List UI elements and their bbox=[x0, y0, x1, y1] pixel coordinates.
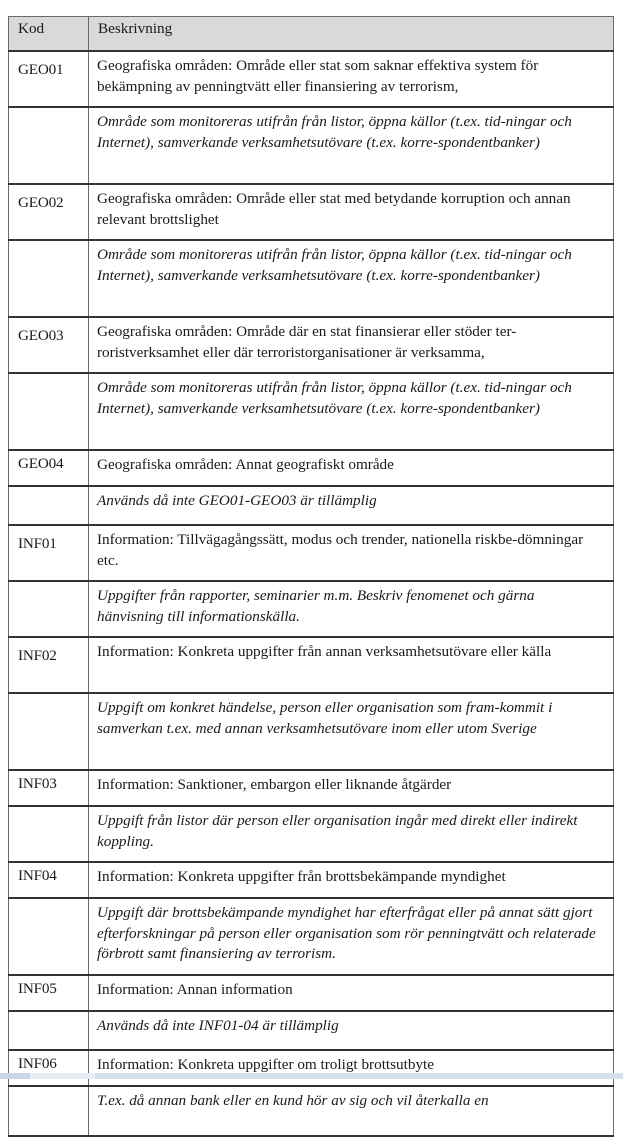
row-description: Geografiska områden: Område där en stat finansierar eller stöder ter-roristverksamhet eller där terroristorganisationer är verksamma, bbox=[89, 317, 614, 373]
row-note: Område som monitoreras utifrån från listor, öppna källor (t.ex. tid-ningar och Internet), samverkande verksamhetsutövare (t.ex. korre-spondentbanker) bbox=[89, 373, 614, 450]
table-row bbox=[9, 975, 614, 1011]
row-note: Uppgift om konkret händelse, person eller organisation som fram-kommit i samverkan t.ex. med annan verksamhetsutövare inom eller utom Sverige bbox=[89, 693, 614, 770]
row-description: Information: Tillvägagångssätt, modus och trender, nationella riskbe-dömningar etc. bbox=[89, 525, 614, 581]
code-description-table bbox=[8, 16, 614, 1137]
table-note-row bbox=[9, 1086, 614, 1136]
row-description: Geografiska områden: Annat geografiskt område bbox=[89, 450, 614, 486]
row-description: Information: Annan information bbox=[89, 975, 614, 1011]
table-row bbox=[9, 862, 614, 898]
empty-code-cell bbox=[9, 486, 89, 525]
table-row bbox=[9, 637, 614, 693]
table-note-row bbox=[9, 806, 614, 862]
header-code: Kod bbox=[9, 17, 89, 52]
empty-code-cell bbox=[9, 1086, 89, 1136]
empty-code-cell bbox=[9, 581, 89, 637]
row-note: Används då inte GEO01-GEO03 är tillämplig bbox=[89, 486, 614, 525]
table-note-row bbox=[9, 373, 614, 450]
empty-code-cell bbox=[9, 693, 89, 770]
row-note: Uppgifter från rapporter, seminarier m.m. Beskriv fenomenet och gärna hänvisning till informationskälla. bbox=[89, 581, 614, 637]
empty-code-cell bbox=[9, 107, 89, 184]
row-note: Används då inte INF01-04 är tillämplig bbox=[89, 1011, 614, 1050]
table-row bbox=[9, 450, 614, 486]
empty-code-cell bbox=[9, 898, 89, 975]
table-row bbox=[9, 525, 614, 581]
table-note-row bbox=[9, 240, 614, 317]
table-row bbox=[9, 51, 614, 107]
row-code: INF05 bbox=[9, 975, 89, 1011]
table-note-row bbox=[9, 1011, 614, 1050]
row-note: Område som monitoreras utifrån från listor, öppna källor (t.ex. tid-ningar och Internet), samverkande verksamhetsutövare (t.ex. korre-spondentbanker) bbox=[89, 240, 614, 317]
row-code: INF04 bbox=[9, 862, 89, 898]
empty-code-cell bbox=[9, 240, 89, 317]
row-code: INF02 bbox=[9, 637, 89, 693]
window-bottom-strip bbox=[0, 1073, 623, 1079]
row-description: Geografiska områden: Område eller stat som saknar effektiva system för bekämpning av penningtvätt eller finansiering av terrorism, bbox=[89, 51, 614, 107]
table-row bbox=[9, 770, 614, 806]
empty-code-cell bbox=[9, 806, 89, 862]
row-description: Information: Konkreta uppgifter från brottsbekämpande myndighet bbox=[89, 862, 614, 898]
row-code: GEO04 bbox=[9, 450, 89, 486]
table-header-row bbox=[9, 17, 614, 52]
table-row bbox=[9, 1050, 614, 1086]
row-description: Information: Sanktioner, embargon eller liknande åtgärder bbox=[89, 770, 614, 806]
table-note-row bbox=[9, 107, 614, 184]
strip-segment bbox=[30, 1073, 95, 1079]
row-code: GEO03 bbox=[9, 317, 89, 373]
row-code: INF03 bbox=[9, 770, 89, 806]
empty-code-cell bbox=[9, 1011, 89, 1050]
row-description: Information: Konkreta uppgifter från annan verksamhetsutövare eller källa bbox=[89, 637, 614, 693]
table-row bbox=[9, 184, 614, 240]
code-table-container bbox=[8, 16, 613, 1137]
row-note: T.ex. då annan bank eller en kund hör av sig och vil återkalla en bbox=[89, 1086, 614, 1136]
strip-segment bbox=[0, 1073, 30, 1079]
empty-code-cell bbox=[9, 373, 89, 450]
row-note: Område som monitoreras utifrån från listor, öppna källor (t.ex. tid-ningar och Internet), samverkande verksamhetsutövare (t.ex. korre-spondentbanker) bbox=[89, 107, 614, 184]
row-note: Uppgift där brottsbekämpande myndighet har efterfrågat eller på annat sätt gjort efterforskningar på person eller organisation som rör penningtvätt och relaterade förbrott samt finansiering av terrorism. bbox=[89, 898, 614, 975]
header-description: Beskrivning bbox=[89, 17, 614, 52]
row-code: GEO01 bbox=[9, 51, 89, 107]
row-code: INF01 bbox=[9, 525, 89, 581]
row-code: GEO02 bbox=[9, 184, 89, 240]
row-note: Uppgift från listor där person eller organisation ingår med direkt eller indirekt koppling. bbox=[89, 806, 614, 862]
row-description: Geografiska områden: Område eller stat med betydande korruption och annan relevant brottslighet bbox=[89, 184, 614, 240]
table-note-row bbox=[9, 486, 614, 525]
table-note-row bbox=[9, 693, 614, 770]
table-row bbox=[9, 317, 614, 373]
table-note-row bbox=[9, 898, 614, 975]
row-description: Information: Konkreta uppgifter om troligt brottsutbyte bbox=[89, 1050, 614, 1086]
table-note-row bbox=[9, 581, 614, 637]
row-code: INF06 bbox=[9, 1050, 89, 1086]
